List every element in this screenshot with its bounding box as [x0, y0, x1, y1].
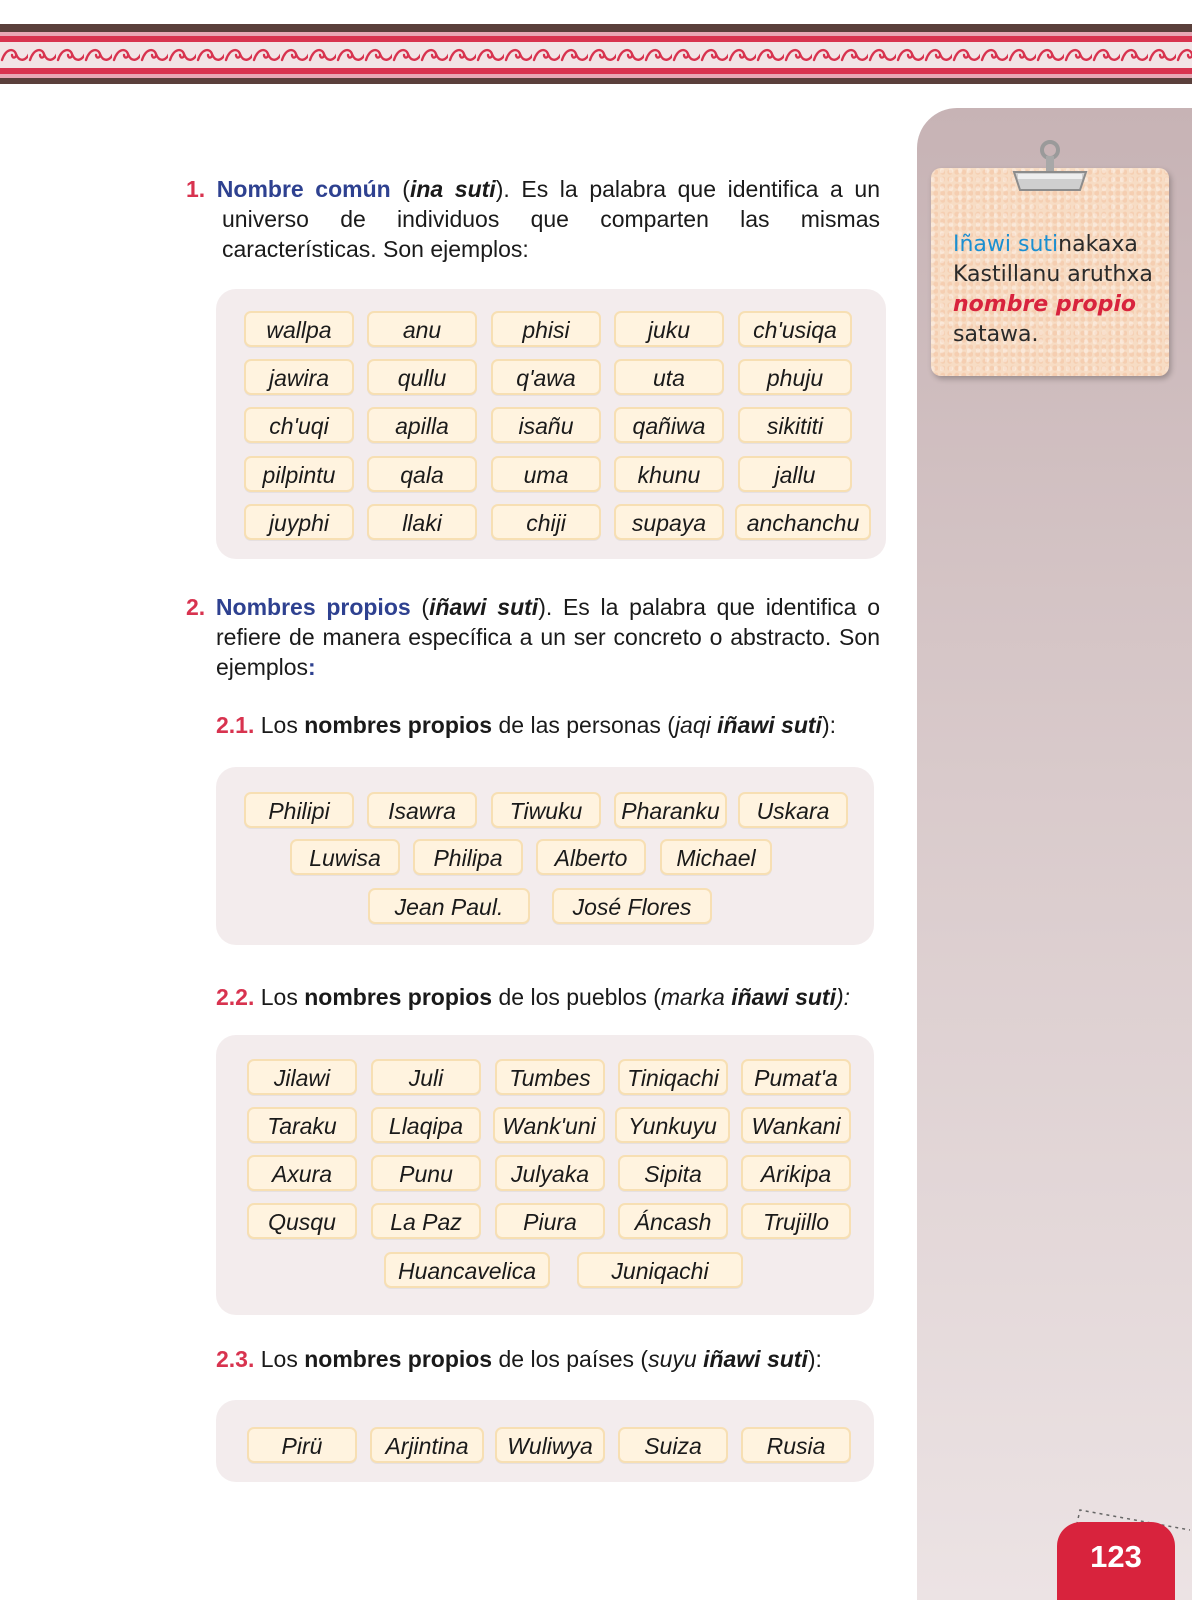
town-name-chip: Punu: [371, 1155, 481, 1191]
town-name-chip: Sipita: [618, 1155, 728, 1191]
section-1-text: ). Es la palabra que identifica a un universo de individuos que comparten las mismas características. Son ejemplos:: [222, 176, 880, 262]
section-1-aymara: ina suti: [409, 176, 496, 202]
person-name-chip: Jean Paul.: [368, 888, 530, 924]
common-noun-chip: apilla: [367, 407, 477, 443]
person-name-chip: Philipi: [244, 792, 354, 828]
town-name-chip: Qusqu: [247, 1203, 357, 1239]
section-2-3-pre: Los: [260, 1346, 305, 1372]
common-noun-chip: uta: [614, 359, 724, 395]
header-band-dark-2: [0, 78, 1192, 84]
common-noun-chip: chiji: [491, 504, 601, 540]
section-2-3-heading: [216, 1344, 896, 1374]
person-name-chip: Isawra: [367, 792, 477, 828]
section-2-3-number: 2.3.: [216, 1346, 255, 1372]
common-noun-chip: jallu: [738, 456, 852, 492]
section-2-text: ). Es la palabra que identifica o refiere de manera específica a un ser concreto o abstracto. Son ejemplos: [216, 594, 880, 680]
common-noun-chip: phisi: [491, 311, 601, 347]
section-1-paragraph: 1. Nombre común (ina suti). Es la palabra que identifica a un universo de individuos que comparten las mismas características. Son ejemplos:: [186, 176, 880, 262]
section-2-1-italic: jaqi: [674, 712, 718, 738]
section-2-1-bold: nombres propios: [304, 712, 493, 738]
section-2-3-post: ):: [807, 1346, 822, 1372]
note-line2: Kastillanu aruthxa: [953, 262, 1153, 287]
person-name-chip: Pharanku: [614, 792, 727, 828]
town-name-chip: Axura: [247, 1155, 357, 1191]
page-number: 123: [1057, 1522, 1175, 1600]
section-1-number: 1.: [186, 176, 206, 202]
note-text: [953, 230, 1163, 350]
vocabulary-note: [931, 168, 1169, 376]
town-name-chip: Llaqipa: [371, 1107, 481, 1143]
common-noun-chip: pilpintu: [244, 456, 354, 492]
section-2-2-pre: Los: [260, 984, 305, 1010]
common-noun-chip: juku: [614, 311, 724, 347]
town-name-chip: Tumbes: [495, 1059, 605, 1095]
town-name-chip: Wank'uni: [493, 1107, 605, 1143]
section-2-paragraph: 2. Nombres propios (iñawi suti). Es la palabra que identifica o refiere de manera específica a un ser concreto o abstracto. Son ejemplos:: [186, 594, 880, 680]
person-name-chip: Tiwuku: [491, 792, 601, 828]
town-name-chip: La Paz: [371, 1203, 481, 1239]
section-2-1-pre: Los: [260, 712, 305, 738]
town-name-chip: Yunkuyu: [615, 1107, 730, 1143]
common-noun-chip: qañiwa: [614, 407, 724, 443]
header-top-margin: [0, 0, 1192, 24]
section-2-2-mid: de los pueblos (: [492, 984, 661, 1010]
section-2-2-bold: nombres propios: [304, 984, 493, 1010]
paper-clip-icon: [1010, 138, 1090, 196]
person-name-chip: Uskara: [738, 792, 848, 828]
section-1-term: Nombre común: [216, 176, 391, 202]
country-name-chip: Wuliwya: [495, 1427, 605, 1463]
header-band-dark: [0, 24, 1192, 32]
note-term-red: nombre propio: [953, 292, 1136, 317]
person-name-chip: José Flores: [552, 888, 712, 924]
section-2-2-number: 2.2.: [216, 984, 255, 1010]
section-2-2-heading: [216, 982, 896, 1012]
country-name-chip: Pirü: [247, 1427, 357, 1463]
town-name-chip: Wankani: [741, 1107, 851, 1143]
common-noun-chip: ch'uqi: [244, 407, 354, 443]
person-name-chip: Luwisa: [290, 839, 400, 875]
common-noun-chip: qala: [367, 456, 477, 492]
section-2-term: Nombres propios: [215, 594, 411, 620]
common-noun-chip: ch'usiqa: [738, 311, 852, 347]
section-2-3-mid: de los países (: [492, 1346, 649, 1372]
section-2-1-number: 2.1.: [216, 712, 255, 738]
country-name-chip: Arjintina: [370, 1427, 484, 1463]
common-noun-chip: phuju: [738, 359, 852, 395]
person-name-chip: Michael: [660, 839, 772, 875]
common-noun-chip: sikititi: [738, 407, 852, 443]
town-name-chip: Pumat'a: [741, 1059, 851, 1095]
common-noun-chip: anchanchu: [735, 504, 871, 540]
common-noun-chip: uma: [491, 456, 601, 492]
country-name-chip: Rusia: [741, 1427, 851, 1463]
town-name-chip: Trujillo: [741, 1203, 851, 1239]
section-2-colon: :: [308, 654, 316, 680]
common-noun-chip: q'awa: [491, 359, 601, 395]
section-2-3-bold: nombres propios: [304, 1346, 493, 1372]
town-name-chip: Arikipa: [741, 1155, 851, 1191]
section-2-number: 2.: [186, 594, 206, 620]
town-name-chip: Áncash: [618, 1203, 728, 1239]
section-2-2-italic: marka: [660, 984, 732, 1010]
section-2-3-bold-italic: iñawi suti: [703, 1346, 808, 1372]
town-name-chip: Taraku: [247, 1107, 357, 1143]
town-name-chip: Piura: [495, 1203, 605, 1239]
town-name-chip: Julyaka: [495, 1155, 605, 1191]
town-name-chip: Juli: [371, 1059, 481, 1095]
section-2-2-post: ):: [835, 984, 851, 1010]
town-name-chip: Huancavelica: [384, 1252, 550, 1288]
note-term-blue: Iñawi suti: [953, 232, 1059, 257]
town-name-chip: Juniqachi: [577, 1252, 743, 1288]
common-noun-chip: supaya: [614, 504, 724, 540]
section-2-aymara: iñawi suti: [429, 594, 539, 620]
header-wave-band: [0, 42, 1192, 68]
section-2-1-post: ):: [821, 712, 836, 738]
common-noun-chip: qullu: [367, 359, 477, 395]
common-noun-chip: jawira: [244, 359, 354, 395]
common-noun-chip: khunu: [614, 456, 724, 492]
section-2-2-bold-italic: iñawi suti: [731, 984, 836, 1010]
common-noun-chip: wallpa: [244, 311, 354, 347]
country-name-chip: Suiza: [618, 1427, 728, 1463]
person-name-chip: Philipa: [413, 839, 523, 875]
section-2-1-heading: [216, 710, 896, 740]
section-2-1-mid: de las personas (: [492, 712, 675, 738]
note-line1: nakaxa: [1058, 232, 1138, 257]
section-2-1-bold-italic: iñawi suti: [717, 712, 822, 738]
note-line4: satawa.: [953, 322, 1039, 347]
person-name-chip: Alberto: [536, 839, 646, 875]
common-noun-chip: anu: [367, 311, 477, 347]
town-name-chip: Tiniqachi: [618, 1059, 728, 1095]
common-noun-chip: juyphi: [244, 504, 354, 540]
common-noun-chip: llaki: [367, 504, 477, 540]
common-noun-chip: isañu: [491, 407, 601, 443]
section-2-3-italic: suyu: [648, 1346, 704, 1372]
town-name-chip: Jilawi: [247, 1059, 357, 1095]
wave-pattern-icon: [0, 42, 1192, 68]
